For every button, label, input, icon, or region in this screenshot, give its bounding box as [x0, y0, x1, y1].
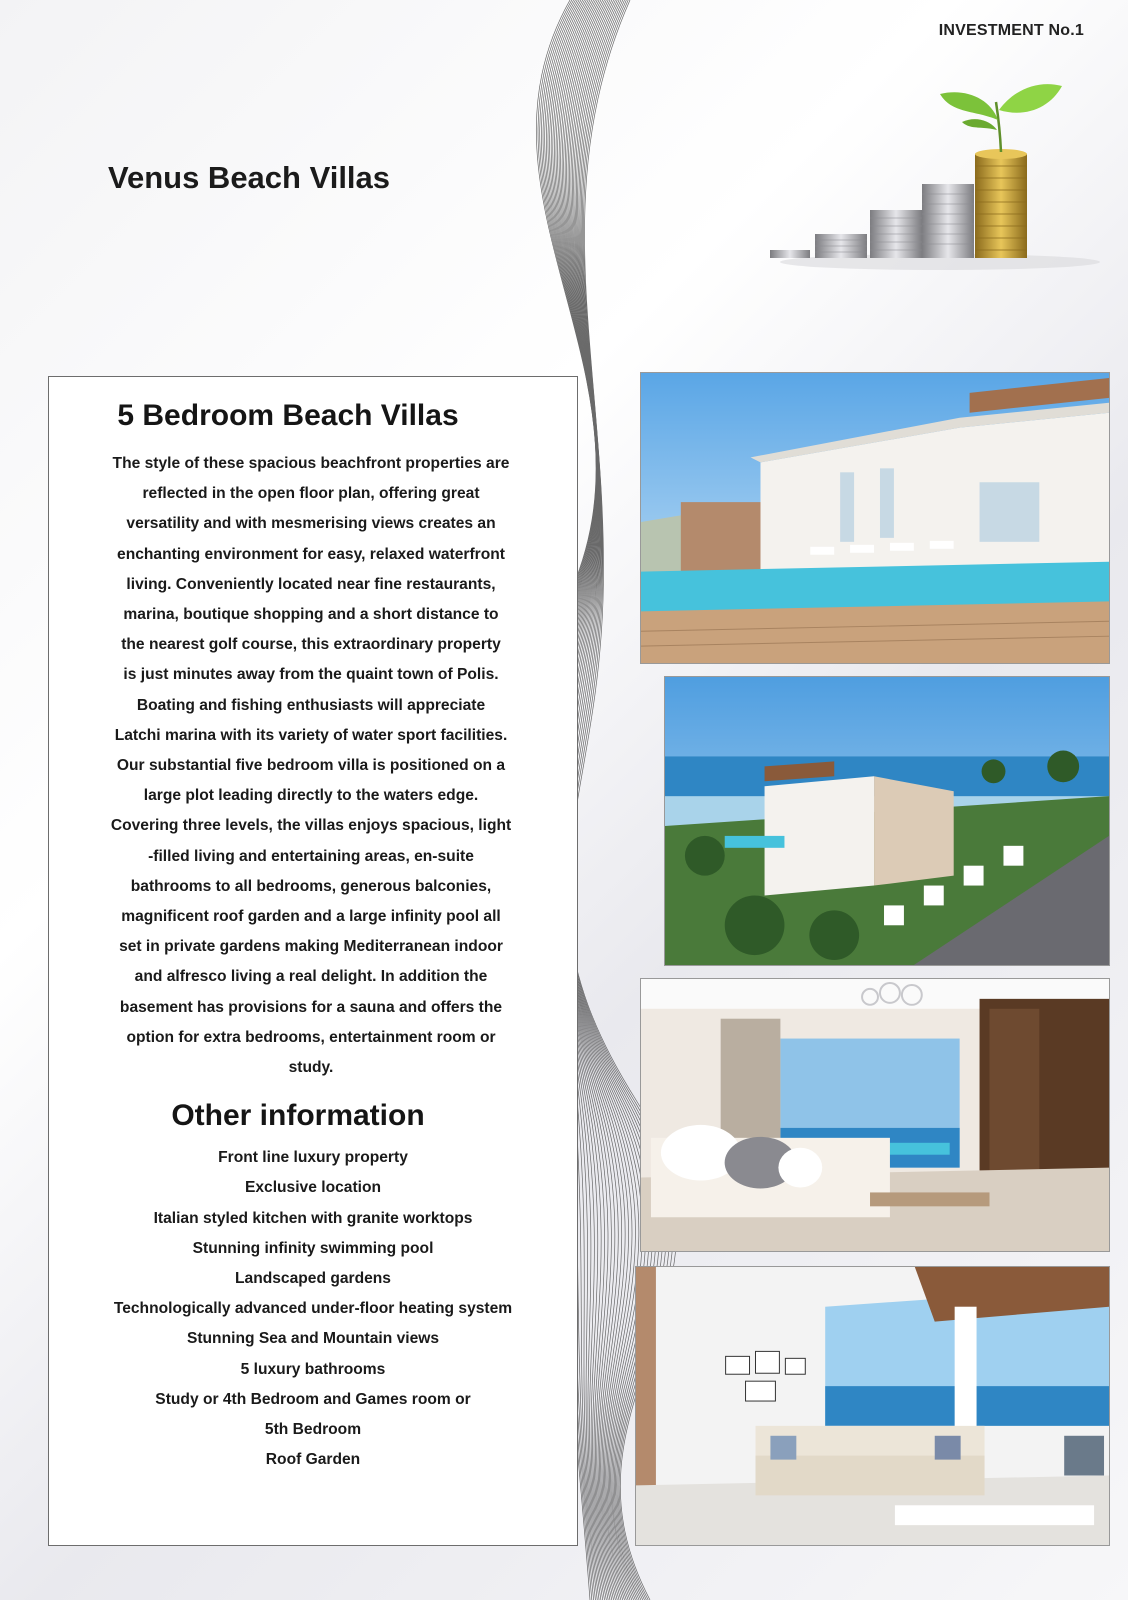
description-line: living. Conveniently located near fine restaurants,	[126, 575, 496, 593]
section-heading: 5 Bedroom Beach Villas	[117, 399, 459, 432]
description-line: large plot leading directly to the waters edge.	[143, 787, 479, 805]
list-item: Front line luxury property	[218, 1149, 408, 1167]
list-item: Landscaped gardens	[235, 1270, 391, 1288]
description-line: magnificent roof garden and a large infinity pool all	[121, 908, 501, 926]
list-item: Exclusive location	[244, 1179, 382, 1197]
page-title: Venus Beach Villas	[108, 160, 391, 195]
investment-tag: INVESTMENT No.1	[938, 22, 1084, 39]
description-line: Latchi marina with its variety of water sport facilities.	[114, 726, 508, 744]
list-item: Study or 4th Bedroom and Games room or	[155, 1390, 471, 1408]
list-item: Stunning Sea and Mountain views	[186, 1330, 440, 1348]
description-line: option for extra bedrooms, entertainment room or	[126, 1028, 496, 1046]
list-item: Italian styled kitchen with granite worktops	[153, 1209, 473, 1227]
other-info-heading: Other information	[171, 1099, 425, 1133]
description-line: the nearest golf course, this extraordinary property	[121, 636, 501, 654]
other-info-list	[49, 1143, 577, 1475]
villa-seaside-photo	[664, 676, 1110, 966]
description-line: Our substantial five bedroom villa is positioned on a	[116, 757, 506, 775]
description-line: Covering three levels, the villas enjoys spacious, light	[110, 817, 512, 835]
list-item: 5 luxury bathrooms	[240, 1360, 386, 1378]
description-line: is just minutes away from the quaint town of Polis.	[123, 666, 499, 684]
description-line: marina, boutique shopping and a short distance to	[123, 606, 499, 624]
description-line: enchanting environment for easy, relaxed waterfront	[117, 545, 505, 563]
description-panel	[48, 376, 578, 1546]
living-room-photo	[635, 1266, 1110, 1546]
list-item: Stunning infinity swimming pool	[192, 1239, 434, 1257]
plant-sprout-icon	[940, 84, 1062, 152]
description-line: and alfresco living a real delight. In addition the	[134, 968, 488, 986]
description-line: -filled living and entertaining areas, en-suite	[148, 847, 474, 865]
list-item: 5th Bedroom	[264, 1421, 362, 1439]
description-line: Boating and fishing enthusiasts will appreciate	[136, 696, 486, 714]
description-line: versatility and with mesmerising views creates an	[126, 515, 496, 533]
description-text	[49, 449, 573, 1083]
bedroom-interior-photo	[640, 978, 1110, 1252]
description-line: basement has provisions for a sauna and offers the	[119, 998, 503, 1016]
description-line: bathrooms to all bedrooms, generous balconies,	[130, 877, 492, 895]
description-line: The style of these spacious beachfront properties are	[112, 455, 510, 472]
list-item: Technologically advanced under-floor heating system	[113, 1300, 513, 1318]
description-line: study.	[288, 1059, 334, 1077]
description-line: set in private gardens making Mediterranean indoor	[119, 938, 503, 956]
coin-stack-growth-icon	[770, 80, 1100, 280]
villa-pool-photo	[640, 372, 1110, 664]
list-item: Roof Garden	[265, 1451, 361, 1469]
description-line: reflected in the open floor plan, offering great	[142, 485, 480, 503]
